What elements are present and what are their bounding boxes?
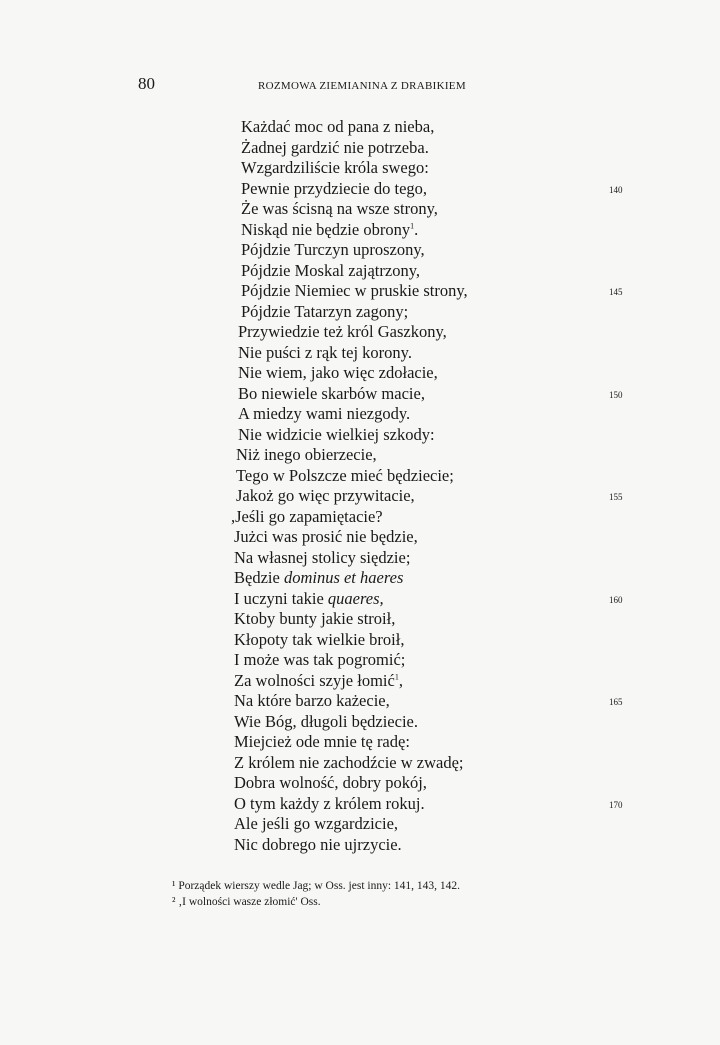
verse-text: Będzie (234, 568, 284, 587)
verse-line (231, 753, 468, 774)
footnote-mark: ² (172, 896, 176, 908)
verse-line (231, 343, 468, 364)
verse-line (231, 814, 468, 835)
verse-text: Przywiedzie też król Gaszkony, (238, 322, 447, 341)
verse-text: Pójdzie Turczyn uproszony, (241, 240, 425, 259)
verse-line (231, 261, 468, 282)
verse-line (231, 609, 468, 630)
verse-line (231, 548, 468, 569)
poem (231, 117, 623, 855)
verse-text: O tym każdy z królem rokuj. (234, 793, 425, 813)
verse-number: 160 (609, 594, 623, 605)
verse-text: Jużci was prosić nie będzie, (234, 527, 418, 546)
footnote-ref: 1 (410, 221, 415, 230)
verse-line (231, 404, 468, 425)
verse-text: A miedzy wami niezgody. (238, 404, 411, 423)
verse-line (231, 281, 623, 302)
verse-text: Pójdzie Moskal zajątrzony, (241, 260, 421, 280)
verse-text: Miejcież ode mnie tę radę: (234, 732, 410, 751)
verse-line (231, 363, 468, 384)
verse-line (231, 691, 623, 712)
verse-line (231, 630, 468, 651)
verse-text: Każdać moc od pana z nieba, (241, 117, 435, 136)
page-number: 80 (138, 74, 155, 93)
verse-line (231, 712, 468, 733)
verse-line (231, 425, 468, 446)
verse-text: Wie Bóg, długoli będziecie. (234, 711, 418, 731)
footnote (172, 878, 460, 894)
verse-text: . (414, 219, 419, 239)
verse-text: Dobra wolność, dobry pokój, (234, 773, 427, 792)
verse-text: I może was tak pogromić; (234, 650, 406, 669)
verse-text: Na własnej stolicy siędzie; (234, 547, 411, 567)
footnotes (172, 878, 460, 910)
verse-text: Że was ścisną na wsze strony, (241, 199, 438, 218)
verse-line (231, 486, 623, 507)
verse-number: 170 (609, 799, 623, 810)
verse-line (231, 527, 468, 548)
verse-text: Żadnej gardzić nie potrzeba. (241, 137, 429, 157)
verse-line (231, 568, 468, 589)
verse-line (231, 117, 468, 138)
verse-line (231, 793, 623, 815)
verse-line (231, 773, 468, 794)
verse-text: Nie wiem, jako więc zdołacie, (238, 363, 438, 382)
verse-line (231, 158, 468, 179)
verse-text: Nie widzicie wielkiej szkody: (238, 424, 435, 444)
footnote (172, 894, 460, 910)
verse-text: Pewnie przydziecie do tego, (241, 178, 428, 198)
verse-line (231, 322, 468, 343)
verse-text: quaeres, (327, 588, 384, 608)
footnote-text: ‚I wolności wasze złomić' Oss. (175, 896, 321, 908)
verse-number: 145 (609, 287, 623, 297)
verse-text: Pójdzie Tatarzyn zagony; (241, 301, 409, 321)
verse-text: Pójdzie Niemiec w pruskie strony, (241, 281, 468, 300)
verse-text: Ktoby bunty jakie stroił, (234, 609, 396, 628)
verse-line (231, 220, 468, 241)
verse-text: Niż inego obierzecie, (236, 445, 377, 464)
verse-text: Ale jeśli go wzgardzicie, (234, 814, 399, 833)
footnote-mark: ¹ (172, 880, 176, 892)
verse-text: dominus et haeres (283, 568, 404, 587)
verse-line (231, 138, 468, 159)
footnote-ref: 1 (394, 672, 399, 681)
verse-text: Tego w Polszcze mieć będziecie; (236, 465, 454, 485)
verse-line (231, 671, 468, 692)
verse-text: Z królem nie zachodźcie w zwadę; (234, 752, 464, 772)
footnote-text: Porządek wierszy wedle Jag; w Oss. jest inny: 141, 143, 142. (175, 880, 461, 892)
verse-line (231, 383, 623, 405)
verse-text: Za wolności szyje łomić (234, 670, 395, 690)
verse-text: Nie puści z rąk tej korony. (238, 342, 412, 362)
verse-number: 165 (609, 697, 623, 707)
verse-line (231, 588, 623, 610)
verse-line (231, 445, 468, 466)
verse-text: Kłopoty tak wielkie broił, (234, 629, 405, 649)
verse-text: I uczyni takie (234, 588, 328, 608)
verse-number: 155 (609, 492, 623, 502)
verse-text: Na które barzo każecie, (234, 691, 390, 710)
verse-line (231, 178, 623, 200)
verse-text: Nic dobrego nie ujrzycie. (234, 834, 402, 854)
verse-text: Jakoż go więc przywitacie, (236, 486, 415, 505)
verse-text: Niskąd nie będzie obrony (241, 219, 411, 239)
verse-line (231, 650, 468, 671)
verse-line (231, 732, 468, 753)
verse-line (231, 302, 468, 323)
verse-text: Bo niewiele skarbów macie, (238, 383, 425, 403)
verse-line (231, 199, 468, 220)
running-head: ROZMOWA ZIEMIANINA Z DRABIKIEM (258, 80, 466, 92)
verse-text: ,Jeśli go zapamiętacie? (231, 506, 383, 526)
verse-text: Wzgardziliście króla swego: (241, 158, 429, 177)
verse-line (231, 507, 468, 528)
verse-text: , (398, 670, 403, 690)
verse-number: 150 (609, 389, 623, 400)
verse-line (231, 835, 468, 856)
verse-number: 140 (609, 184, 623, 195)
verse-line (231, 240, 468, 261)
verse-line (231, 466, 468, 487)
